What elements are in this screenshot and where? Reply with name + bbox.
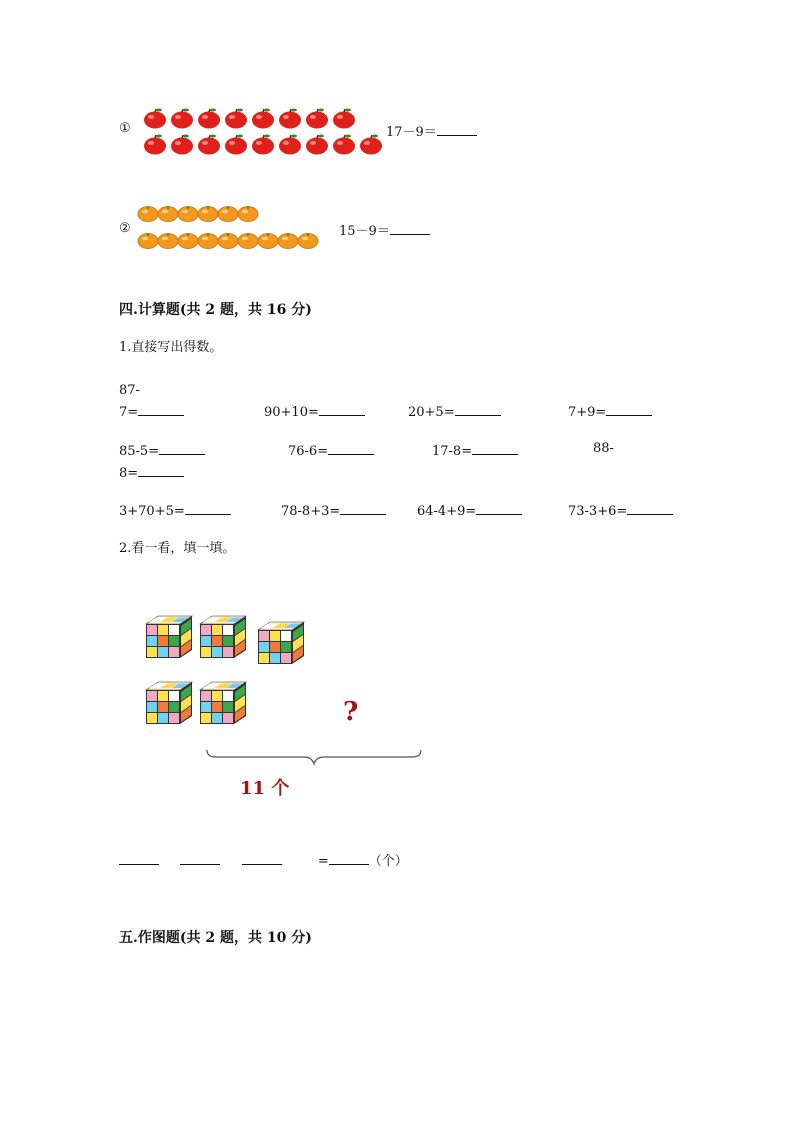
calc-answer-blank[interactable] bbox=[159, 441, 205, 455]
calc-expr: 7+9= bbox=[568, 405, 607, 420]
orange-icon bbox=[138, 206, 158, 221]
item2-marker: ② bbox=[119, 221, 131, 236]
apple-row-top bbox=[144, 109, 355, 129]
orange-icon bbox=[178, 206, 198, 221]
calc-item bbox=[408, 402, 501, 421]
q2-answer-line bbox=[119, 851, 408, 870]
orange-icon bbox=[258, 233, 278, 248]
orange-icon bbox=[198, 206, 218, 221]
calc-answer-blank[interactable] bbox=[455, 402, 501, 416]
calc-item bbox=[568, 501, 673, 520]
orange-group bbox=[136, 204, 326, 252]
calc-answer-blank[interactable] bbox=[185, 501, 231, 515]
calc-answer-blank[interactable] bbox=[340, 501, 386, 515]
apple-icon bbox=[198, 135, 220, 155]
calc-item bbox=[568, 402, 652, 421]
orange-row-bottom bbox=[138, 233, 318, 248]
apple-icon bbox=[333, 109, 355, 129]
calc-answer-blank[interactable] bbox=[472, 441, 518, 455]
q2-title: 2.看一看，填一填。 bbox=[119, 541, 236, 556]
item1-equation bbox=[386, 122, 477, 141]
calc-item bbox=[119, 441, 205, 460]
apple-icon bbox=[360, 135, 382, 155]
curly-brace-icon bbox=[204, 748, 424, 768]
calc-answer-blank[interactable] bbox=[606, 402, 652, 416]
apple-icon bbox=[225, 109, 247, 129]
calc-item bbox=[119, 501, 231, 520]
item1-marker: ① bbox=[119, 121, 131, 136]
calc-item bbox=[288, 441, 374, 460]
orange-icon bbox=[138, 233, 158, 248]
orange-icon bbox=[238, 206, 258, 221]
question-mark: ? bbox=[343, 697, 359, 727]
apple-icon bbox=[306, 109, 328, 129]
apples-picture bbox=[143, 106, 385, 156]
apple-icon bbox=[144, 109, 166, 129]
calc-expr-part2: 8= bbox=[119, 466, 139, 481]
apple-icon bbox=[171, 109, 193, 129]
calc-answer-blank[interactable] bbox=[328, 441, 374, 455]
calc-answer-blank[interactable] bbox=[319, 402, 365, 416]
calc-answer-blank[interactable] bbox=[138, 402, 184, 416]
orange-icon bbox=[278, 233, 298, 248]
rubiks-cube-icon bbox=[146, 616, 192, 658]
total-label: 11 个 bbox=[240, 778, 290, 799]
item2-expr: 15－9＝ bbox=[339, 224, 390, 239]
cubes-picture bbox=[144, 612, 314, 730]
item1-answer-blank[interactable] bbox=[437, 122, 477, 136]
apple-row-bottom bbox=[144, 135, 382, 155]
calc-answer-blank[interactable] bbox=[627, 501, 673, 515]
answer-blank-1[interactable] bbox=[119, 851, 159, 865]
calc-expr: 20+5= bbox=[408, 405, 455, 420]
apple-icon bbox=[225, 135, 247, 155]
apple-icon bbox=[279, 109, 301, 129]
item2-answer-blank[interactable] bbox=[390, 221, 430, 235]
equals-sign: = bbox=[317, 854, 329, 869]
calc-item bbox=[417, 501, 522, 520]
calc-expr: 90+10= bbox=[264, 405, 319, 420]
calc-expr: 87- 7= bbox=[119, 383, 140, 420]
orange-icon bbox=[158, 206, 178, 221]
answer-blank-3[interactable] bbox=[242, 851, 282, 865]
apple-icon bbox=[252, 109, 274, 129]
oranges-picture bbox=[136, 204, 326, 252]
orange-icon bbox=[178, 233, 198, 248]
calc-item bbox=[264, 402, 365, 421]
apple-icon bbox=[144, 135, 166, 155]
apple-icon bbox=[171, 135, 193, 155]
orange-icon bbox=[198, 233, 218, 248]
rubiks-cube-icon bbox=[200, 682, 246, 724]
apple-icon bbox=[279, 135, 301, 155]
calc-item bbox=[119, 380, 184, 424]
answer-blank-result[interactable] bbox=[329, 851, 369, 865]
calc-item bbox=[432, 441, 518, 460]
calc-expr: 3+70+5= bbox=[119, 504, 185, 519]
orange-icon bbox=[298, 233, 318, 248]
calc-expr: 64-4+9= bbox=[417, 504, 477, 519]
section5-title: 五.作图题(共 2 题，共 10 分) bbox=[119, 930, 312, 946]
calc-answer-blank[interactable] bbox=[476, 501, 522, 515]
unit-label: （个） bbox=[368, 854, 408, 869]
apple-icon bbox=[198, 109, 220, 129]
cube-group bbox=[144, 612, 314, 730]
calc-expr: 76-6= bbox=[288, 444, 329, 459]
apple-icon bbox=[306, 135, 328, 155]
calc-item-wrap bbox=[119, 463, 184, 482]
orange-icon bbox=[218, 206, 238, 221]
calc-expr: 17-8= bbox=[432, 444, 473, 459]
calc-item bbox=[281, 501, 386, 520]
orange-row-top bbox=[138, 206, 258, 221]
section4-title: 四.计算题(共 2 题，共 16 分) bbox=[119, 302, 312, 318]
calc-expr: 78-8+3= bbox=[281, 504, 341, 519]
apple-icon bbox=[333, 135, 355, 155]
calc-expr: 85-5= bbox=[119, 444, 160, 459]
calc-answer-blank[interactable] bbox=[138, 463, 184, 477]
calc-expr: 73-3+6= bbox=[568, 504, 628, 519]
rubiks-cube-icon bbox=[200, 616, 246, 658]
q1-title: 1.直接写出得数。 bbox=[119, 340, 223, 355]
apple-group bbox=[143, 106, 385, 156]
rubiks-cube-icon bbox=[258, 622, 304, 664]
orange-icon bbox=[238, 233, 258, 248]
orange-icon bbox=[158, 233, 178, 248]
answer-blank-2[interactable] bbox=[180, 851, 220, 865]
orange-icon bbox=[218, 233, 238, 248]
rubiks-cube-icon bbox=[146, 682, 192, 724]
apple-icon bbox=[252, 135, 274, 155]
brace bbox=[204, 748, 424, 768]
item2-equation bbox=[339, 221, 430, 240]
calc-expr-part1: 88- bbox=[593, 441, 614, 456]
item1-expr: 17－9＝ bbox=[386, 125, 437, 140]
